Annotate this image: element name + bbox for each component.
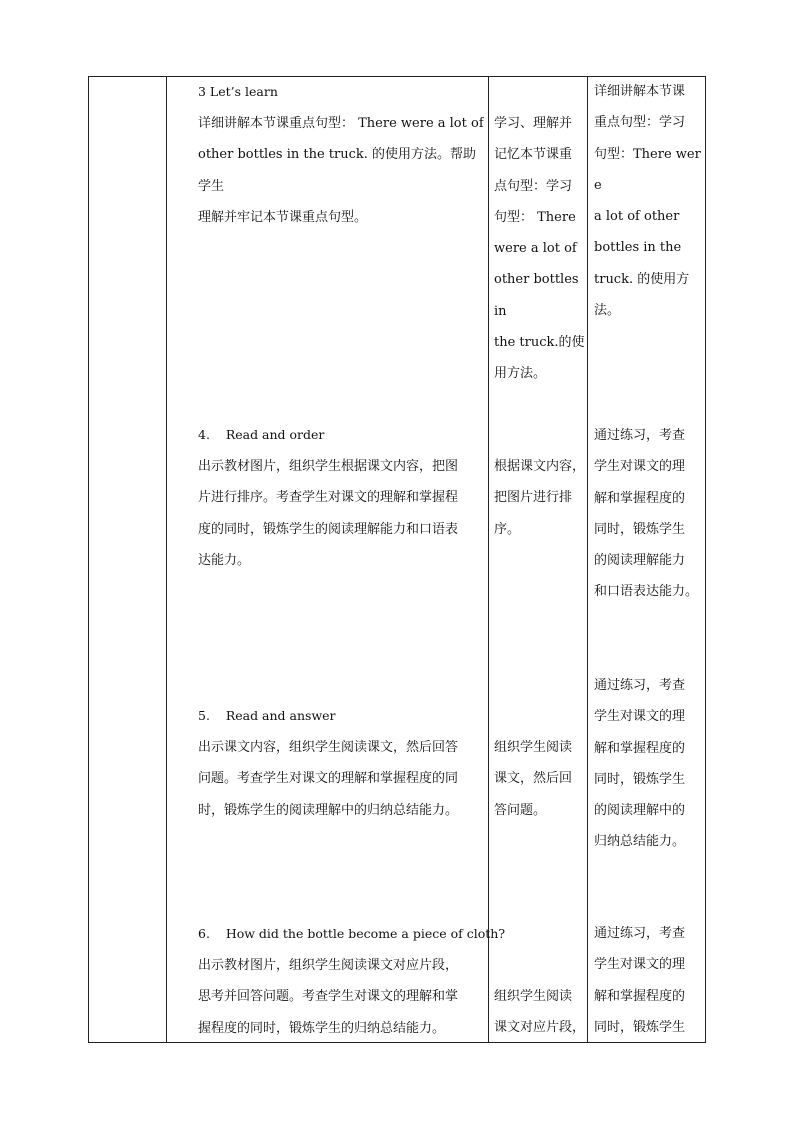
section-5-student-activity: 组织学生阅读 课文，然后回 答问题。 — [494, 740, 573, 818]
column-divider-1 — [166, 76, 167, 1043]
section-4-teacher-activity: 出示教材图片，组织学生根据课文内容，把图 片进行排序。考查学生对课文的理解和掌握程 度的同时，锻炼学生的阅读理解能力和口语表 达能力。 — [198, 459, 459, 568]
section-6-design-purpose: 通过练习，考查 学生对课文的理 解和掌握程度的 同时，锻炼学生 — [594, 926, 686, 1035]
section-4-design-purpose: 通过练习，考查 学生对课文的理 解和掌握程度的 同时，锻炼学生 的阅读理解能力 和口语表达能力。 — [594, 428, 699, 600]
section-5-heading: 5. Read and answer — [198, 708, 336, 723]
section-3-student-activity: 学习、理解并 记忆本节课重 点句型：学习 句型： There were a lot of other bottles in the truck.的使 用方法。 — [494, 116, 585, 382]
section-4-student-activity: 根据课文内容， 把图片进行排 序。 — [494, 459, 586, 537]
section-6-teacher-activity: 出示教材图片，组织学生阅读课文对应片段， 思考并回答问题。考查学生对课文的理解和掌 握程度的同时，锻炼学生的归纳总结能力。 — [198, 958, 459, 1036]
section-5-design-purpose: 通过练习，考查 学生对课文的理 解和掌握程度的 同时，锻炼学生 的阅读理解中的 归纳总结能力。 — [594, 678, 686, 850]
section-4-heading: 4. Read and order — [198, 427, 325, 442]
section-3-heading: 3 Let’s learn — [198, 84, 278, 99]
section-3-design-purpose: 详细讲解本节课 重点句型：学习 句型：There were a lot of other bottles in the truck. 的使用方 法。 — [594, 84, 701, 319]
section-5-teacher-activity: 出示课文内容，组织学生阅读课文，然后回答 问题。考查学生对课文的理解和掌握程度的同 时，锻炼学生的阅读理解中的归纳总结能力。 — [198, 740, 459, 818]
column-divider-3 — [587, 76, 588, 1043]
section-6-heading: 6. How did the bottle become a piece of cloth? — [198, 926, 506, 941]
section-6-student-activity: 组织学生阅读 课文对应片段， — [494, 989, 586, 1036]
column-divider-2 — [488, 76, 489, 1043]
section-3-teacher-activity: 详细讲解本节课重点句型： There were a lot of other bottles in the truck. 的使用方法。帮助学生 理解并牢记本节课重点句型。 — [198, 116, 484, 225]
